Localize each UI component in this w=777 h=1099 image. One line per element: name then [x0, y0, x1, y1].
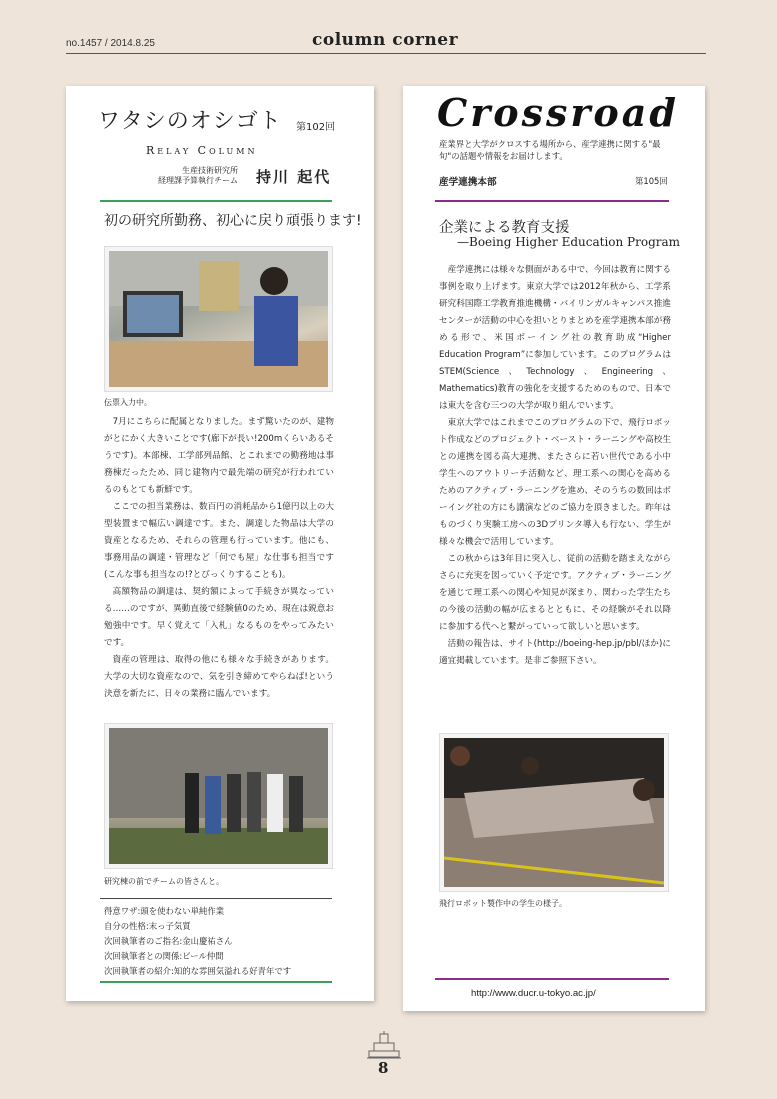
header-rule	[66, 53, 706, 54]
crossroad-title: Crossroad	[437, 90, 679, 135]
website-link[interactable]: http://www.ducr.u-tokyo.ac.jp/	[471, 988, 596, 999]
page-number: 8	[378, 1059, 389, 1077]
crossroad-description: 産業界と大学がクロスする場所から、産学連携に関する"最旬"の話題や情報をお届けします。	[439, 139, 661, 161]
photo-image	[109, 728, 328, 864]
column-number: 第102回	[296, 122, 336, 133]
affiliation-line-2: 経理課予算執行チーム	[158, 176, 238, 185]
paragraph-2: 東京大学ではこれまでこのプログラムの下で、飛行ロボット作成などのプロジェクト・ベースト・ラーニングや高校生との連携を図る高大連携、またさらに若い世代である小中学生へのアウトリーチ活動など、理工系への関心を高めるためのアクティブ・ラーニングを進め、そのうちの数回はボーイング社の方にも講演などのご協力を頂きました。昨年はものづくり実験工房への3Dプリンタ導入も行ない、学生が様々な機会で活用しています。	[439, 418, 671, 547]
photo-1-caption: 伝票入力中。	[104, 398, 152, 407]
article-body	[104, 414, 334, 703]
fact-introduction: 次回執筆者の紹介:知的な雰囲気溢れる好青年です	[104, 966, 292, 976]
photo-caption: 飛行ロボット製作中の学生の様子。	[439, 899, 567, 908]
article-body	[439, 262, 671, 670]
crossroad-number: 第105回	[635, 176, 668, 186]
article-subheadline: —Boeing Higher Education Program	[457, 235, 681, 249]
robot-workshop-photo	[439, 733, 669, 892]
paragraph-2: ここでの担当業務は、数百円の消耗品から1億円以上の大型装置まで幅広い調達です。また、調達した物品は大学の資産となるため、それらの管理も行っています。他にも、事務用品の調達・管理など「何でも屋」な仕事も担当です(こんな事も担当なの!?とびっくりすることも)。	[104, 502, 334, 580]
robot-workshop-illustration	[444, 738, 664, 887]
department-name: 産学連携本部	[439, 177, 497, 188]
paragraph-4: 資産の管理は、取得の他にも様々な手続きがあります。大学の大切な資産なので、気を引き締めてやらねば!という決意を新たに、日々の業務に臨んでいます。	[104, 655, 334, 699]
purple-bottom-divider	[435, 978, 669, 980]
affiliation-line-1: 生産技術研究所	[182, 166, 238, 175]
yasuda-auditorium-icon	[367, 1031, 401, 1059]
relay-column-card	[66, 86, 374, 1001]
author-name: 持川 起代	[256, 168, 332, 186]
facts-divider	[100, 898, 332, 899]
crossroad-card	[403, 86, 705, 1011]
article-headline: 初の研究所勤務、初心に戻り頑張ります!	[104, 213, 362, 229]
paragraph-3: 高額物品の調達は、契約額によって手続きが異なっている……のですが、異動直後で経験値0のため、現在は鋭意お勉強中です。早く覚えて「入札」なるものをやってみたいです。	[104, 587, 334, 648]
column-subtitle: Relay Column	[146, 144, 258, 157]
paragraph-1: 7月にこちらに配属となりました。まず驚いたのが、建物がとにかく大きいことです(廊下が長い!200mくらいあるそうです)。本部棟、工学部列品館、とこれまでの勤務地は事務棟だったため、同じ建物内で最先端の研究が行われているのもとても新鮮です。	[104, 417, 334, 495]
fact-personality: 自分の性格:末っ子気質	[104, 921, 191, 931]
fact-relationship: 次回執筆者との関係:ビール仲間	[104, 951, 224, 961]
author-facts	[104, 904, 334, 979]
section-title: column corner	[312, 30, 459, 50]
article-headline: 企業による教育支援	[439, 220, 570, 236]
photo-image	[109, 251, 328, 387]
paragraph-3: この秋からは3年目に突入し、従前の活動を踏まえながらさらに充実を図っていく予定です。アクティブ・ラーニングを通じて理工系への関心や知見が深まり、関わった学生たちの今後の活動の幅が広まるとともに、その経験がそれ以降に参加する代へと繋がっていって欲しいと思います。	[439, 554, 671, 632]
green-bottom-divider	[100, 981, 332, 983]
paragraph-1: 産学連携には様々な側面がある中で、今回は教育に関する事例を取り上げます。東京大学では2012年秋から、工学系研究科国際工学教育推進機構・バイリンガルキャンパス推進センターが活動の中心を担いとりまとめを産学連携本部が務める形で、米国ボーイング社の教育助成“Higher Education Program”に参加しています。このプログラムはSTEM(Science、Technology、Engineering、Mathematics)教育の強化を支援するためのもので、日本では東大を含む三つの大学が取り組んでいます。	[439, 265, 671, 411]
team-photo-illustration	[109, 728, 328, 864]
column-title: ワタシのオシゴト	[98, 109, 282, 134]
green-divider	[100, 200, 332, 202]
photo-image	[444, 738, 664, 887]
paragraph-4: 活動の報告は、サイト(http://boeing-hep.jp/pbl/ほか)に適宜掲載しています。是非ご参照下さい。	[439, 639, 671, 666]
purple-divider	[435, 200, 669, 202]
team-photo	[104, 723, 333, 869]
author-affiliation	[148, 166, 238, 186]
office-photo-illustration	[109, 251, 328, 387]
issue-number: no.1457 / 2014.8.25	[66, 38, 155, 49]
photo-2-caption: 研究棟の前でチームの皆さんと。	[104, 877, 224, 886]
fact-next-writer: 次回執筆者のご指名:金山慶祐さん	[104, 936, 233, 946]
office-photo	[104, 246, 333, 392]
fact-skill: 得意ワザ:頭を使わない単純作業	[104, 906, 225, 916]
